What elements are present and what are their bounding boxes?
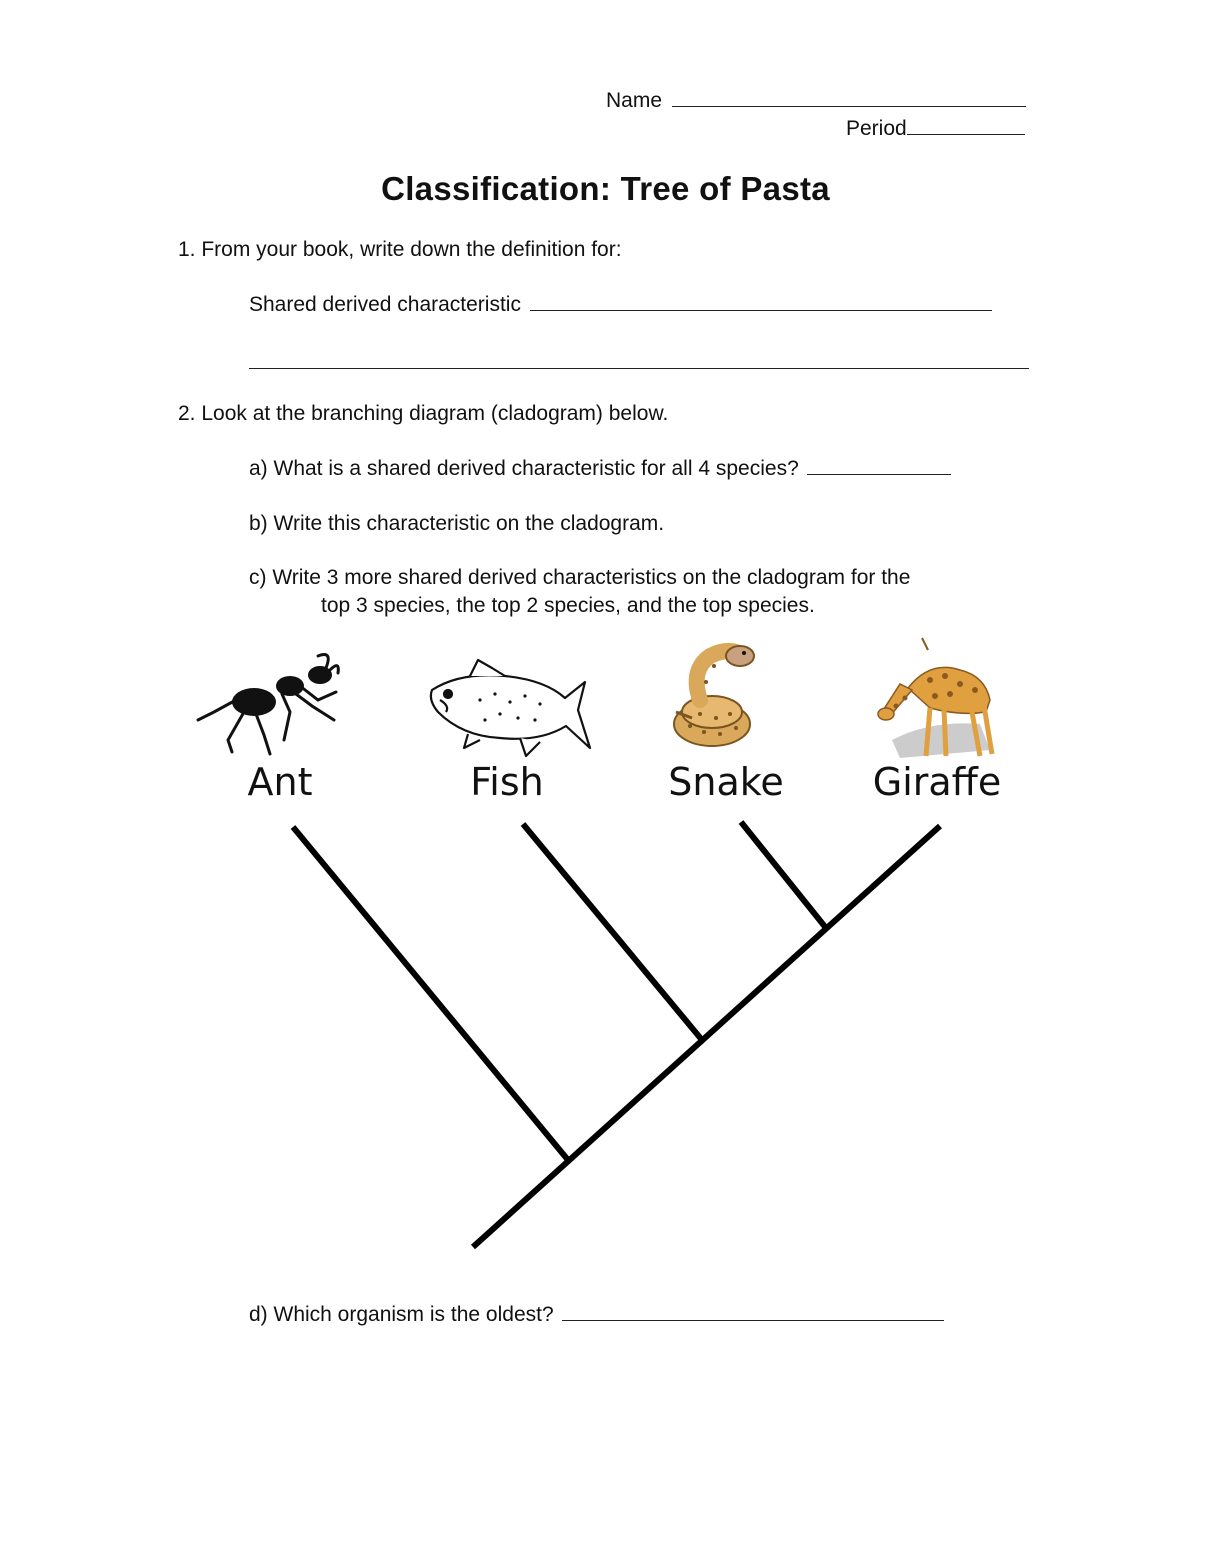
cladogram-branch-fish [523,824,702,1040]
question-2d-blank[interactable] [562,1302,944,1321]
question-2b: b) Write this characteristic on the cladogram. [249,512,665,535]
fish-icon [431,660,590,756]
question-2d[interactable] [249,1302,944,1328]
giraffe-icon [878,638,992,758]
question-2-prompt: 2. Look at the branching diagram (cladogram) below. [178,402,669,425]
cladogram-tree [293,822,940,1247]
snake-icon [674,646,754,746]
question-2c-line-2: top 3 species, the top 2 species, and the top species. [321,594,815,617]
name-label: Name [606,89,663,112]
ant-icon [198,655,338,755]
question-2a-text: a) What is a shared derived characteristic for all 4 species? [249,457,799,480]
cladogram-branch-ant [293,827,568,1160]
period-label: Period [846,117,907,140]
question-1-prompt: 1. From your book, write down the definition for: [178,238,622,261]
question-2c-line-1: c) Write 3 more shared derived characteristics on the cladogram for the [249,566,911,589]
page-title: Classification: Tree of Pasta [381,170,830,207]
definition-term-label: Shared derived characteristic [249,293,521,316]
species-label-ant: Ant [247,760,313,804]
species-label-snake: Snake [668,760,784,804]
cladogram-main-branch [473,826,940,1247]
species-label-fish: Fish [470,760,544,804]
question-2d-text: d) Which organism is the oldest? [249,1303,554,1326]
species-label-giraffe: Giraffe [872,760,1002,804]
cladogram-branch-snake [741,822,826,928]
